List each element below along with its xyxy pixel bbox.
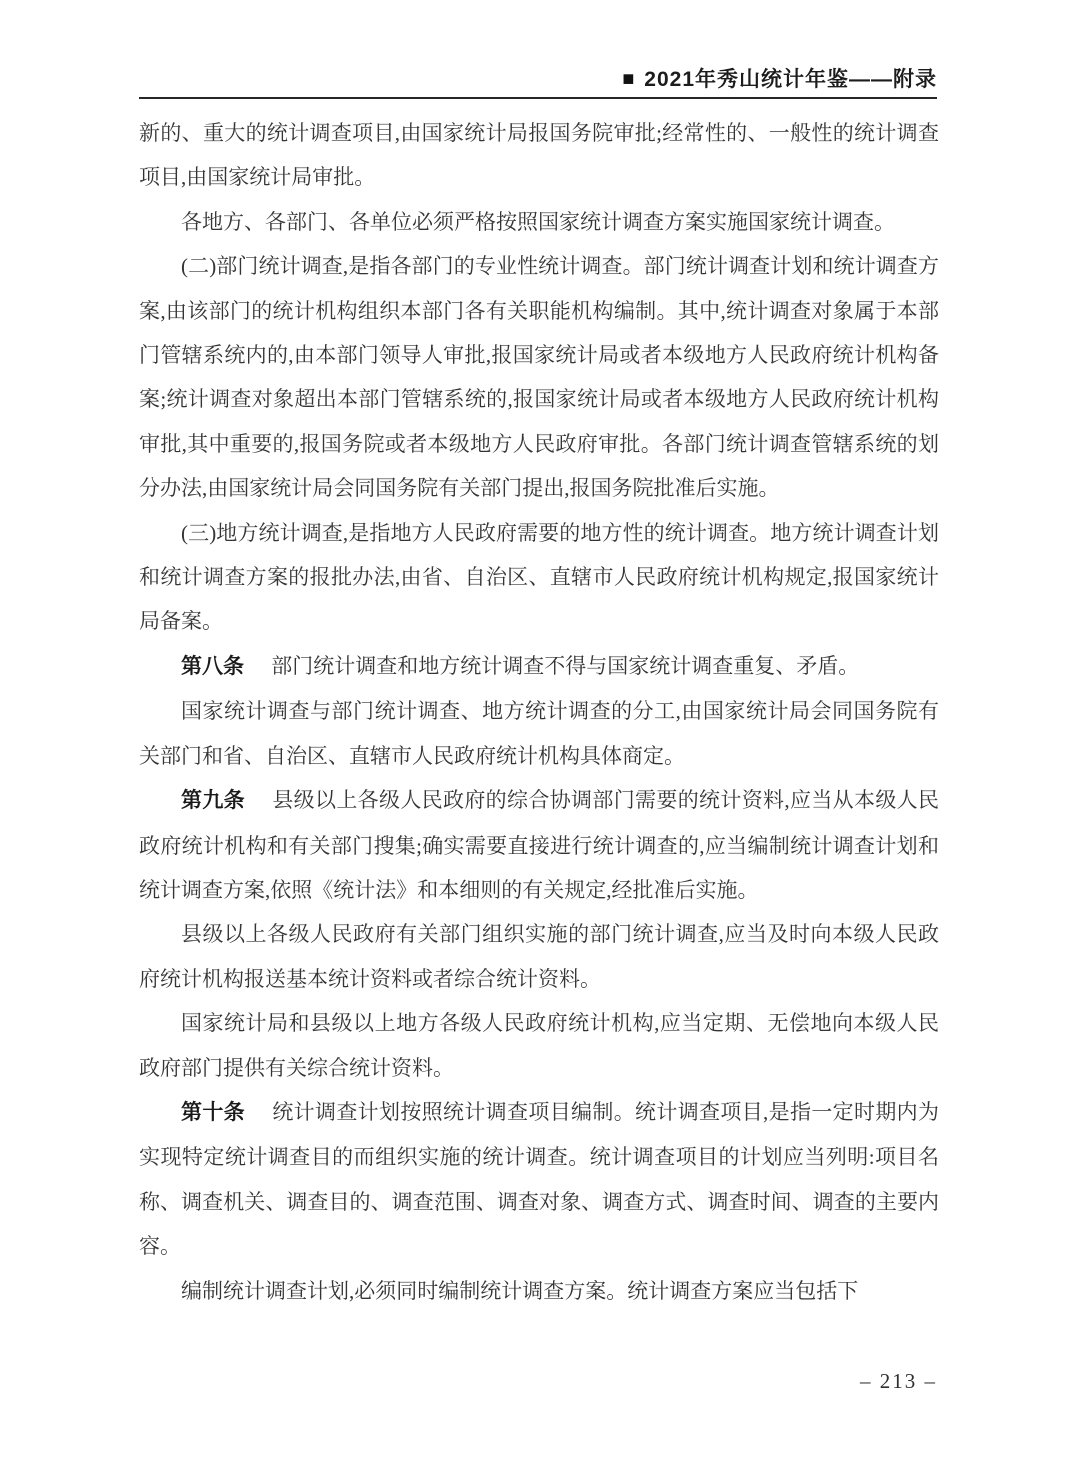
paragraph-text: 新的、重大的统计调查项目,由国家统计局报国务院审批;经常性的、一般性的统计调查项目,由国家统计局审批。 (139, 121, 939, 190)
page-footer (139, 1369, 937, 1394)
paragraph-text: (三)地方统计调查,是指地方人民政府需要的地方性的统计调查。地方统计调查计划和统计调查方案的报批办法,由省、自治区、直辖市人民政府统计机构规定,报国家统计局备案。 (139, 520, 939, 634)
paragraph-text: 编制统计调查计划,必须同时编制统计调查方案。统计调查方案应当包括下 (181, 1278, 859, 1303)
paragraph-text: (二)部门统计调查,是指各部门的专业性统计调查。部门统计调查计划和统计调查方案,由该部门的统计机构组织本部门各有关职能机构编制。其中,统计调查对象属于本部门管辖系统内的,由本部门领导人审批,报国家统计局或者本级地方人民政府统计机构备案;统计调查对象超出本部门管辖系统的,报国家统计局或者本级地方人民政府统计机构审批,其中重要的,报国务院或者本级地方人民政府审批。各部门统计调查管辖系统的划分办法,由国家统计局会同国务院有关部门提出,报国务院批准后实施。 (139, 254, 939, 501)
header-title: 2021年秀山统计年鉴——附录 (644, 68, 937, 91)
paragraph-article-9 (139, 778, 939, 912)
paragraph-text: 各地方、各部门、各单位必须严格按照国家统计调查方案实施国家统计调查。 (181, 209, 895, 234)
paragraph (139, 1001, 939, 1090)
paragraph (139, 511, 939, 644)
paragraph-text: 国家统计调查与部门统计调查、地方统计调查的分工,由国家统计局会同国务院有关部门和省、自治区、直辖市人民政府统计机构具体商定。 (139, 699, 939, 768)
page-number: – 213 – (860, 1369, 937, 1393)
paragraph-text: 部门统计调查和地方统计调查不得与国家统计调查重复、矛盾。 (271, 653, 860, 678)
header-rule-divider (139, 97, 937, 99)
paragraph-text: 统计调查计划按照统计调查项目编制。统计调查项目,是指一定时期内为实现特定统计调查目的而组织实施的统计调查。统计调查项目的计划应当列明:项目名称、调查机关、调查目的、调查范围、调查对象、调查方式、调查时间、调查的主要内容。 (139, 1099, 940, 1259)
article-number-lead: 第九条 (181, 789, 246, 813)
document-body (139, 111, 939, 1313)
square-marker-icon: ■ (622, 68, 636, 90)
page-header (139, 67, 937, 93)
article-number-lead: 第十条 (181, 1100, 246, 1124)
article-number-lead: 第八条 (181, 654, 244, 678)
paragraph-article-8 (139, 644, 939, 689)
paragraph-text: 县级以上各级人民政府的综合协调部门需要的统计资料,应当从本级人民政府统计机构和有关部门搜集;确实需要直接进行统计调查的,应当编制统计调查计划和统计调查方案,依照《统计法》和本细则的有关规定,经批准后实施。 (139, 788, 940, 902)
paragraph (139, 200, 939, 244)
paragraph (139, 912, 939, 1001)
paragraph (139, 111, 939, 200)
paragraph (139, 1269, 939, 1313)
paragraph-text: 国家统计局和县级以上地方各级人民政府统计机构,应当定期、无偿地向本级人民政府部门提供有关综合统计资料。 (139, 1011, 939, 1080)
paragraph (139, 689, 939, 778)
paragraph-text: 县级以上各级人民政府有关部门组织实施的部门统计调查,应当及时向本级人民政府统计机构报送基本统计资料或者综合统计资料。 (139, 922, 939, 991)
paragraph-article-10 (139, 1090, 939, 1269)
paragraph (139, 244, 939, 510)
